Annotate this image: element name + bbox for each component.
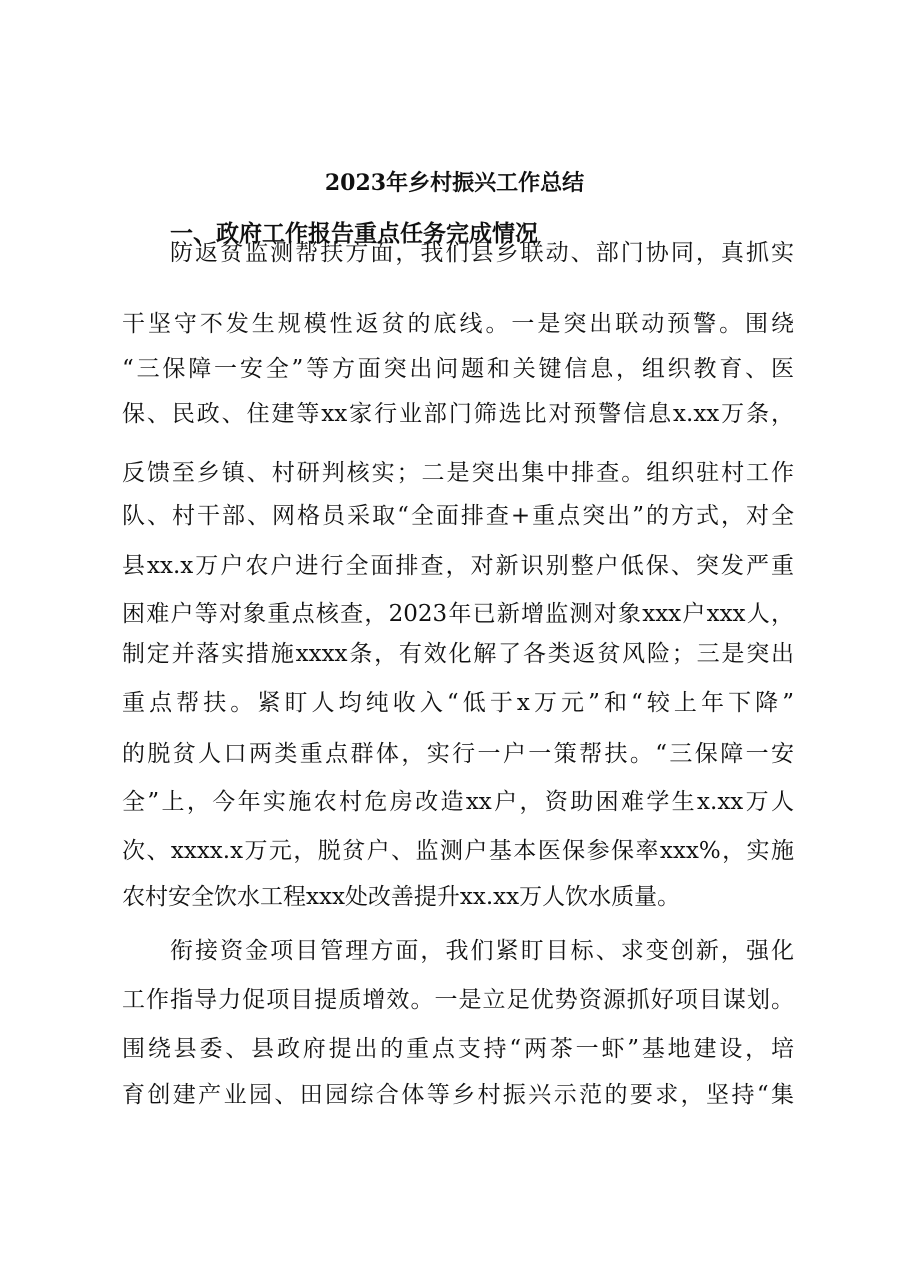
paragraph-1-line-1: 防返贫监测帮扶方面，我们县乡联动、部门协同，真抓实 bbox=[170, 240, 794, 266]
document-title: 2023年乡村振兴工作总结 bbox=[324, 170, 585, 196]
paragraph-1-line-2: 干坚守不发生规模性返贫的底线。一是突出联动预警。围绕 bbox=[122, 311, 794, 337]
paragraph-1-line-3: “三保障一安全”等方面突出问题和关键信息，组织教育、医 bbox=[122, 356, 794, 382]
paragraph-2-line-3: 围绕县委、县政府提出的重点支持“两茶一虾”基地建设，培 bbox=[122, 1036, 794, 1062]
paragraph-2-line-1: 衔接资金项目管理方面，我们紧盯目标、求变创新，强化 bbox=[170, 938, 794, 964]
paragraph-1-line-12: 全”上，今年实施农村危房改造xx户，资助困难学生x.xx万人 bbox=[122, 789, 794, 815]
paragraph-1-line-7: 县xx.x万户农户进行全面排查，对新识别整户低保、突发严重 bbox=[122, 553, 794, 579]
paragraph-1-line-5: 反馈至乡镇、村研判核实；二是突出集中排查。组织驻村工作 bbox=[122, 460, 794, 486]
paragraph-1-line-13: 次、xxxx.x万元，脱贫户、监测户基本医保参保率xxx%，实施 bbox=[122, 838, 794, 864]
paragraph-1-line-14: 农村安全饮水工程xxx处改善提升xx.xx万人饮水质量。 bbox=[122, 884, 681, 910]
paragraph-1-line-4: 保、民政、住建等xx家行业部门筛选比对预警信息x.xx万条， bbox=[122, 401, 794, 427]
paragraph-1-line-6: 队、村干部、网格员采取“全面排查+重点突出”的方式，对全 bbox=[122, 503, 794, 529]
paragraph-1-line-9: 制定并落实措施xxxx条，有效化解了各类返贫风险；三是突出 bbox=[122, 641, 794, 667]
paragraph-1-line-10: 重点帮扶。紧盯人均纯收入“低于x万元”和“较上年下降” bbox=[122, 690, 794, 716]
paragraph-1-line-8: 困难户等对象重点核查，2023年已新增监测对象xxx户xxx人， bbox=[122, 601, 794, 627]
section-heading: 一、政府工作报告重点任务完成情况 bbox=[170, 220, 538, 247]
paragraph-2-line-2: 工作指导力促项目提质增效。一是立足优势资源抓好项目谋划。 bbox=[122, 987, 794, 1013]
paragraph-1-line-11: 的脱贫人口两类重点群体，实行一户一策帮扶。“三保障一安 bbox=[122, 741, 794, 767]
paragraph-2-line-4: 育创建产业园、田园综合体等乡村振兴示范的要求，坚持“集 bbox=[122, 1082, 794, 1108]
